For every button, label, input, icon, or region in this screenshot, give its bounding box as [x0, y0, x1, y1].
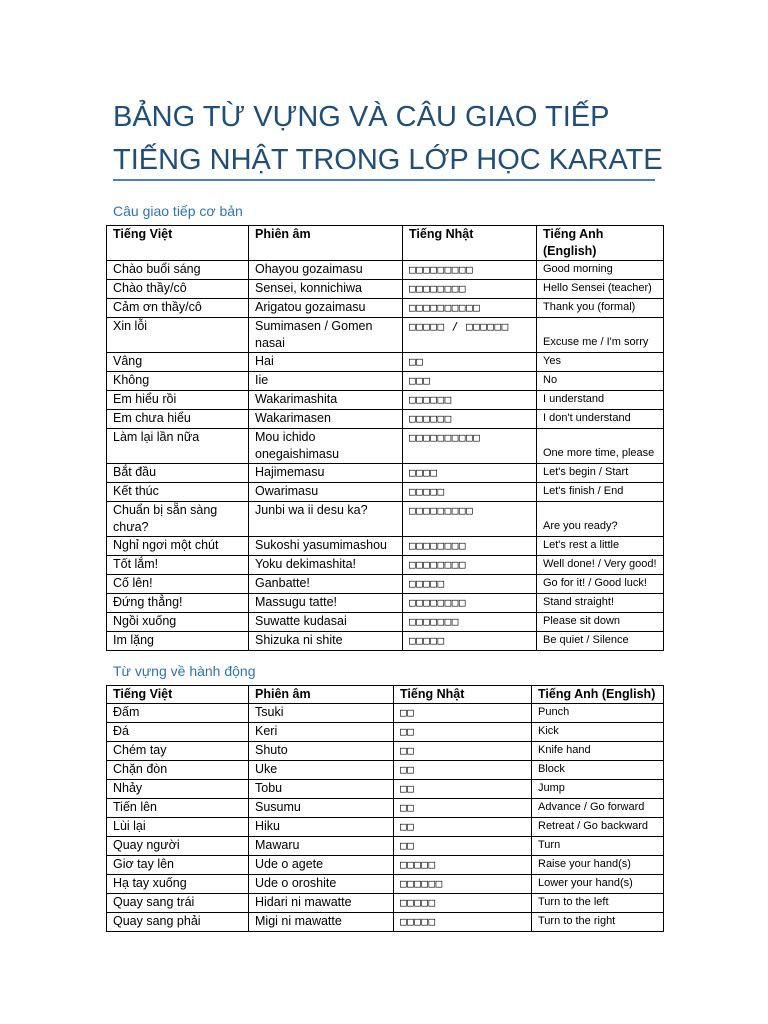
- cell-japanese: □□□□□□: [394, 875, 532, 894]
- cell-romaji: Sumimasen / Gomen nasai: [249, 318, 403, 353]
- cell-vietnamese: Chém tay: [107, 742, 249, 761]
- cell-vietnamese: Đứng thẳng!: [107, 594, 249, 613]
- cell-japanese: □□□□□: [394, 856, 532, 875]
- cell-romaji: Wakarimasen: [249, 410, 403, 429]
- column-header-vietnamese: Tiếng Việt: [107, 226, 249, 261]
- table-row: [107, 391, 664, 410]
- cell-vietnamese: Em chưa hiểu: [107, 410, 249, 429]
- cell-vietnamese: Kết thúc: [107, 483, 249, 502]
- cell-english: Good morning: [537, 261, 664, 280]
- cell-vietnamese: Quay sang trái: [107, 894, 249, 913]
- cell-japanese: □□□□□□□: [403, 613, 537, 632]
- column-header-english: Tiếng Anh (English): [532, 686, 664, 704]
- cell-english: Punch: [532, 704, 664, 723]
- cell-japanese: □□□□□□□□: [403, 594, 537, 613]
- table-row: [107, 537, 664, 556]
- cell-vietnamese: Quay người: [107, 837, 249, 856]
- table-row: [107, 556, 664, 575]
- table-row: [107, 837, 664, 856]
- cell-romaji: Ude o agete: [249, 856, 394, 875]
- table-row: [107, 818, 664, 837]
- table-row: [107, 799, 664, 818]
- column-header-english: Tiếng Anh (English): [537, 226, 664, 261]
- column-header-japanese: Tiếng Nhật: [403, 226, 537, 261]
- cell-romaji: Hiku: [249, 818, 394, 837]
- cell-japanese: □□: [394, 761, 532, 780]
- cell-vietnamese: Chào thầy/cô: [107, 280, 249, 299]
- cell-japanese: □□□□□□□□: [403, 556, 537, 575]
- table-row: [107, 429, 664, 464]
- cell-vietnamese: Em hiểu rồi: [107, 391, 249, 410]
- table-row: [107, 502, 664, 537]
- cell-romaji: Junbi wa ii desu ka?: [249, 502, 403, 537]
- cell-japanese: □□: [394, 723, 532, 742]
- cell-japanese: □□□□□: [403, 632, 537, 651]
- cell-vietnamese: Xin lỗi: [107, 318, 249, 353]
- cell-japanese: □□□□□□□□: [403, 280, 537, 299]
- cell-english: Knife hand: [532, 742, 664, 761]
- page-title-line-1: BẢNG TỪ VỰNG VÀ CÂU GIAO TIẾP: [113, 101, 610, 133]
- table-row: [107, 318, 664, 353]
- cell-vietnamese: Không: [107, 372, 249, 391]
- cell-english: Jump: [532, 780, 664, 799]
- cell-romaji: Tobu: [249, 780, 394, 799]
- cell-english: Please sit down: [537, 613, 664, 632]
- cell-romaji: Hajimemasu: [249, 464, 403, 483]
- table-row: [107, 353, 664, 372]
- cell-vietnamese: Chuẩn bị sẵn sàng chưa?: [107, 502, 249, 537]
- cell-romaji: Ganbatte!: [249, 575, 403, 594]
- cell-japanese: □□: [394, 780, 532, 799]
- cell-english: Hello Sensei (teacher): [537, 280, 664, 299]
- action-vocabulary-table-body: [107, 704, 664, 932]
- table-row: [107, 913, 664, 932]
- column-header-japanese: Tiếng Nhật: [394, 686, 532, 704]
- table-row: [107, 464, 664, 483]
- cell-english: Thank you (formal): [537, 299, 664, 318]
- cell-vietnamese: Cảm ơn thầy/cô: [107, 299, 249, 318]
- cell-vietnamese: Quay sang phải: [107, 913, 249, 932]
- section-heading-action-vocabulary: Từ vựng về hành động: [113, 663, 256, 679]
- title-divider: [113, 179, 655, 181]
- cell-romaji: Shuto: [249, 742, 394, 761]
- cell-japanese: □□: [394, 742, 532, 761]
- table-row: [107, 280, 664, 299]
- cell-english: Yes: [537, 353, 664, 372]
- cell-japanese: □□: [394, 837, 532, 856]
- cell-romaji: Hidari ni mawatte: [249, 894, 394, 913]
- cell-vietnamese: Lùi lại: [107, 818, 249, 837]
- cell-english: Be quiet / Silence: [537, 632, 664, 651]
- column-header-romaji: Phiên âm: [249, 686, 394, 704]
- cell-vietnamese: Đấm: [107, 704, 249, 723]
- cell-english: Turn to the right: [532, 913, 664, 932]
- cell-romaji: Migi ni mawatte: [249, 913, 394, 932]
- section-heading-basic-phrases: Câu giao tiếp cơ bản: [113, 203, 243, 219]
- table-row: [107, 613, 664, 632]
- cell-japanese: □□□□□ / □□□□□□: [403, 318, 537, 353]
- cell-vietnamese: Chào buổi sáng: [107, 261, 249, 280]
- cell-japanese: □□□□□□: [403, 391, 537, 410]
- cell-japanese: □□: [394, 704, 532, 723]
- table-row: [107, 483, 664, 502]
- cell-vietnamese: Đá: [107, 723, 249, 742]
- cell-english: No: [537, 372, 664, 391]
- cell-romaji: Shizuka ni shite: [249, 632, 403, 651]
- cell-english: Raise your hand(s): [532, 856, 664, 875]
- table-row: [107, 575, 664, 594]
- table-row: [107, 704, 664, 723]
- cell-romaji: Massugu tatte!: [249, 594, 403, 613]
- cell-japanese: □□□□□□: [403, 410, 537, 429]
- cell-japanese: □□□□□□□□□□: [403, 429, 537, 464]
- table-header-row: [107, 226, 664, 261]
- cell-romaji: Sensei, konnichiwa: [249, 280, 403, 299]
- table-row: [107, 780, 664, 799]
- cell-english: Lower your hand(s): [532, 875, 664, 894]
- cell-japanese: □□□□□□□□□□: [403, 299, 537, 318]
- table-row: [107, 261, 664, 280]
- cell-japanese: □□: [394, 818, 532, 837]
- table-row: [107, 875, 664, 894]
- table-row: [107, 632, 664, 651]
- table-row: [107, 761, 664, 780]
- cell-english: Advance / Go forward: [532, 799, 664, 818]
- table-row: [107, 299, 664, 318]
- cell-romaji: Yoku dekimashita!: [249, 556, 403, 575]
- table-header-row: [107, 686, 664, 704]
- cell-english: Let's begin / Start: [537, 464, 664, 483]
- cell-japanese: □□□□□: [394, 894, 532, 913]
- cell-vietnamese: Hạ tay xuống: [107, 875, 249, 894]
- cell-english: Excuse me / I'm sorry: [537, 318, 664, 353]
- cell-english: Turn to the left: [532, 894, 664, 913]
- cell-english: Are you ready?: [537, 502, 664, 537]
- cell-romaji: Arigatou gozaimasu: [249, 299, 403, 318]
- cell-romaji: Ude o oroshite: [249, 875, 394, 894]
- cell-vietnamese: Bắt đầu: [107, 464, 249, 483]
- cell-english: Go for it! / Good luck!: [537, 575, 664, 594]
- cell-romaji: Mou ichido onegaishimasu: [249, 429, 403, 464]
- cell-english: Well done! / Very good!: [537, 556, 664, 575]
- cell-romaji: Hai: [249, 353, 403, 372]
- cell-english: I don't understand: [537, 410, 664, 429]
- cell-english: Let's rest a little: [537, 537, 664, 556]
- cell-japanese: □□□□□: [403, 483, 537, 502]
- cell-japanese: □□□□□□□□□: [403, 502, 537, 537]
- cell-japanese: □□: [394, 799, 532, 818]
- cell-vietnamese: Giơ tay lên: [107, 856, 249, 875]
- column-header-vietnamese: Tiếng Việt: [107, 686, 249, 704]
- table-row: [107, 742, 664, 761]
- table-row: [107, 723, 664, 742]
- page-title: [113, 96, 663, 182]
- cell-english: Retreat / Go backward: [532, 818, 664, 837]
- cell-vietnamese: Vâng: [107, 353, 249, 372]
- cell-english: Let's finish / End: [537, 483, 664, 502]
- cell-romaji: Suwatte kudasai: [249, 613, 403, 632]
- cell-vietnamese: Cố lên!: [107, 575, 249, 594]
- action-vocabulary-table: [106, 685, 664, 932]
- cell-vietnamese: Ngồi xuống: [107, 613, 249, 632]
- table-row: [107, 856, 664, 875]
- cell-vietnamese: Làm lại lần nữa: [107, 429, 249, 464]
- cell-japanese: □□: [403, 353, 537, 372]
- cell-english: Block: [532, 761, 664, 780]
- cell-japanese: □□□□□□□□□: [403, 261, 537, 280]
- cell-english: Stand straight!: [537, 594, 664, 613]
- cell-romaji: Sukoshi yasumimashou: [249, 537, 403, 556]
- basic-phrases-table-body: [107, 261, 664, 651]
- cell-vietnamese: Tốt lắm!: [107, 556, 249, 575]
- column-header-romaji: Phiên âm: [249, 226, 403, 261]
- cell-romaji: Mawaru: [249, 837, 394, 856]
- cell-english: Kick: [532, 723, 664, 742]
- cell-romaji: Tsuki: [249, 704, 394, 723]
- cell-japanese: □□□□□: [394, 913, 532, 932]
- cell-english: One more time, please: [537, 429, 664, 464]
- cell-vietnamese: Nhảy: [107, 780, 249, 799]
- cell-romaji: Keri: [249, 723, 394, 742]
- cell-japanese: □□□□□: [403, 575, 537, 594]
- cell-romaji: Iie: [249, 372, 403, 391]
- table-row: [107, 894, 664, 913]
- cell-romaji: Owarimasu: [249, 483, 403, 502]
- cell-vietnamese: Nghỉ ngơi một chút: [107, 537, 249, 556]
- cell-vietnamese: Chặn đòn: [107, 761, 249, 780]
- cell-japanese: □□□□: [403, 464, 537, 483]
- page-title-line-2: TIẾNG NHẬT TRONG LỚP HỌC KARATE: [113, 144, 663, 176]
- table-row: [107, 594, 664, 613]
- cell-english: I understand: [537, 391, 664, 410]
- cell-vietnamese: Im lặng: [107, 632, 249, 651]
- basic-phrases-table: [106, 225, 664, 651]
- cell-romaji: Uke: [249, 761, 394, 780]
- table-row: [107, 410, 664, 429]
- cell-romaji: Ohayou gozaimasu: [249, 261, 403, 280]
- cell-japanese: □□□: [403, 372, 537, 391]
- cell-english: Turn: [532, 837, 664, 856]
- table-row: [107, 372, 664, 391]
- cell-vietnamese: Tiến lên: [107, 799, 249, 818]
- cell-romaji: Wakarimashita: [249, 391, 403, 410]
- cell-romaji: Susumu: [249, 799, 394, 818]
- cell-japanese: □□□□□□□□: [403, 537, 537, 556]
